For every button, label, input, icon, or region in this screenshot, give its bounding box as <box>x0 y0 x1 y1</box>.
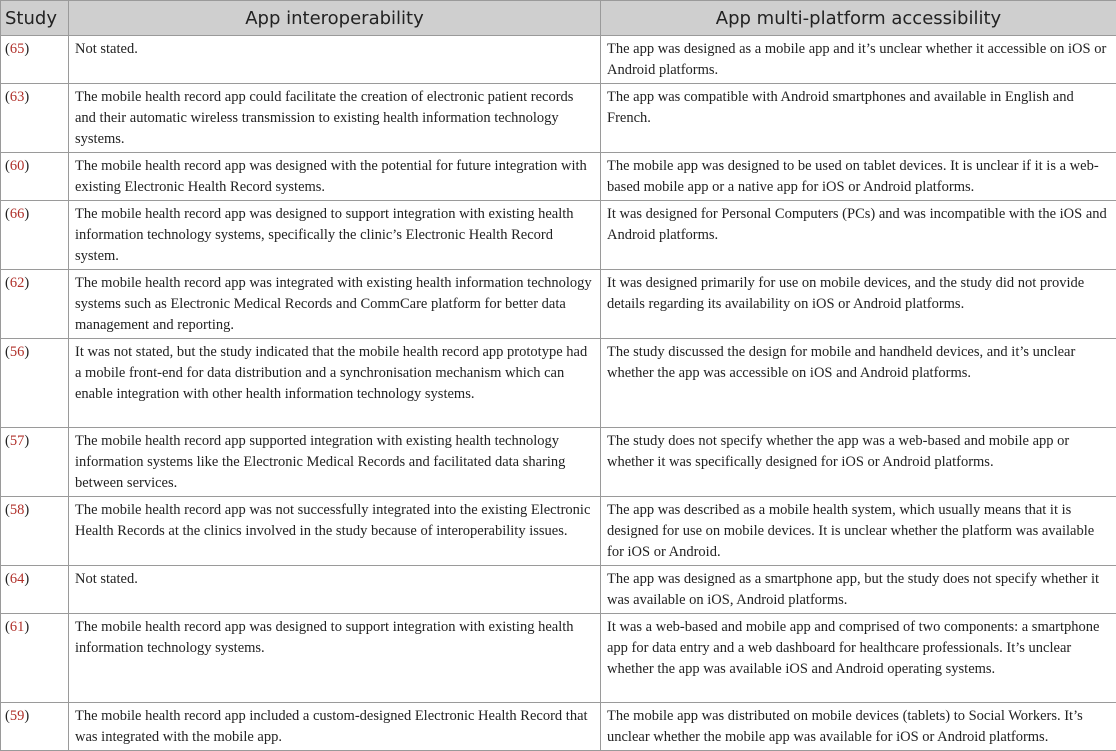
reference-link[interactable]: 57 <box>10 433 25 449</box>
table-row <box>1 270 1116 339</box>
ref-open-paren: ( <box>5 275 10 291</box>
ref-close-paren: ) <box>24 41 29 57</box>
reference-link[interactable]: 61 <box>10 619 25 635</box>
table-row <box>1 566 1116 614</box>
table-row <box>1 614 1116 703</box>
study-cell <box>1 84 69 153</box>
interoperability-cell: The mobile health record app was designed to support integration with existing health information technology systems, specifically the clinic’s Electronic Health Record system. <box>69 201 601 270</box>
reference-link[interactable]: 56 <box>10 344 25 360</box>
header-row <box>1 1 1116 36</box>
reference-link[interactable]: 63 <box>10 89 25 105</box>
interoperability-cell: Not stated. <box>69 566 601 614</box>
accessibility-cell: The app was designed as a smartphone app, but the study does not specify whether it was available on iOS, Android platforms. <box>601 566 1116 614</box>
ref-close-paren: ) <box>24 619 29 635</box>
interoperability-cell: It was not stated, but the study indicated that the mobile health record app prototype had a mobile front-end for data distribution and a synchronisation mechanism which can enable integration with other health information technology systems. <box>69 339 601 428</box>
reference-link[interactable]: 66 <box>10 206 25 222</box>
ref-open-paren: ( <box>5 708 10 724</box>
table-row <box>1 428 1116 497</box>
study-cell <box>1 566 69 614</box>
reference-link[interactable]: 58 <box>10 502 25 518</box>
accessibility-cell: The mobile app was designed to be used on tablet devices. It is unclear if it is a web-based mobile app or a native app for iOS or Android platforms. <box>601 153 1116 201</box>
study-cell <box>1 270 69 339</box>
study-cell <box>1 614 69 703</box>
interoperability-cell: The mobile health record app supported integration with existing health technology information systems like the Electronic Medical Records and facilitated data sharing between services. <box>69 428 601 497</box>
ref-open-paren: ( <box>5 502 10 518</box>
ref-open-paren: ( <box>5 41 10 57</box>
interoperability-cell: Not stated. <box>69 36 601 84</box>
ref-close-paren: ) <box>24 158 29 174</box>
study-cell <box>1 36 69 84</box>
accessibility-cell: It was a web-based and mobile app and comprised of two components: a smartphone app for data entry and a web dashboard for healthcare professionals. It’s unclear whether the app was available iOS and Android operating systems. <box>601 614 1116 703</box>
ref-open-paren: ( <box>5 158 10 174</box>
interoperability-cell: The mobile health record app included a custom-designed Electronic Health Record that was integrated with the mobile app. <box>69 703 601 751</box>
interoperability-cell: The mobile health record app could facilitate the creation of electronic patient records and their automatic wireless transmission to existing health information technology systems. <box>69 84 601 153</box>
header-study: Study <box>1 1 69 36</box>
reference-link[interactable]: 59 <box>10 708 25 724</box>
ref-close-paren: ) <box>24 344 29 360</box>
reference-link[interactable]: 60 <box>10 158 25 174</box>
ref-open-paren: ( <box>5 344 10 360</box>
ref-open-paren: ( <box>5 433 10 449</box>
table-row <box>1 153 1116 201</box>
ref-close-paren: ) <box>24 502 29 518</box>
interoperability-cell: The mobile health record app was not successfully integrated into the existing Electronic Health Records at the clinics involved in the study because of interoperability issues. <box>69 497 601 566</box>
table-row <box>1 201 1116 270</box>
accessibility-cell: It was designed primarily for use on mobile devices, and the study did not provide details regarding its availability on iOS or Android platforms. <box>601 270 1116 339</box>
accessibility-cell: The app was designed as a mobile app and it’s unclear whether it accessible on iOS or Android platforms. <box>601 36 1116 84</box>
ref-close-paren: ) <box>24 206 29 222</box>
accessibility-cell: The app was compatible with Android smartphones and available in English and French. <box>601 84 1116 153</box>
reference-link[interactable]: 65 <box>10 41 25 57</box>
ref-close-paren: ) <box>24 89 29 105</box>
ref-open-paren: ( <box>5 89 10 105</box>
ref-open-paren: ( <box>5 571 10 587</box>
accessibility-cell: The app was described as a mobile health system, which usually means that it is designed for use on mobile devices. It is unclear whether the platform was available for iOS or Android. <box>601 497 1116 566</box>
accessibility-cell: The study discussed the design for mobile and handheld devices, and it’s unclear whether the app was accessible on iOS and Android platforms. <box>601 339 1116 428</box>
interoperability-cell: The mobile health record app was designed with the potential for future integration with existing Electronic Health Record systems. <box>69 153 601 201</box>
accessibility-cell: It was designed for Personal Computers (PCs) and was incompatible with the iOS and Android platforms. <box>601 201 1116 270</box>
interoperability-cell: The mobile health record app was integrated with existing health information technology systems such as Electronic Medical Records and CommCare platform for better data management and reporting. <box>69 270 601 339</box>
interoperability-cell: The mobile health record app was designed to support integration with existing health information technology systems. <box>69 614 601 703</box>
ref-close-paren: ) <box>24 708 29 724</box>
study-cell <box>1 497 69 566</box>
ref-close-paren: ) <box>24 571 29 587</box>
study-cell <box>1 428 69 497</box>
accessibility-cell: The study does not specify whether the app was a web-based and mobile app or whether it was specifically designed for iOS or Android platforms. <box>601 428 1116 497</box>
ref-close-paren: ) <box>24 433 29 449</box>
table-row <box>1 339 1116 428</box>
study-cell <box>1 703 69 751</box>
study-cell <box>1 201 69 270</box>
ref-open-paren: ( <box>5 206 10 222</box>
header-accessibility: App multi-platform accessibility <box>601 1 1116 36</box>
header-interoperability: App interoperability <box>69 1 601 36</box>
ref-open-paren: ( <box>5 619 10 635</box>
table-row <box>1 497 1116 566</box>
reference-link[interactable]: 62 <box>10 275 25 291</box>
table-row <box>1 36 1116 84</box>
table-row <box>1 703 1116 751</box>
accessibility-cell: The mobile app was distributed on mobile devices (tablets) to Social Workers. It’s unclear whether the mobile app was available for iOS or Android platforms. <box>601 703 1116 751</box>
study-cell <box>1 153 69 201</box>
table-row <box>1 84 1116 153</box>
reference-link[interactable]: 64 <box>10 571 25 587</box>
study-cell <box>1 339 69 428</box>
ref-close-paren: ) <box>24 275 29 291</box>
